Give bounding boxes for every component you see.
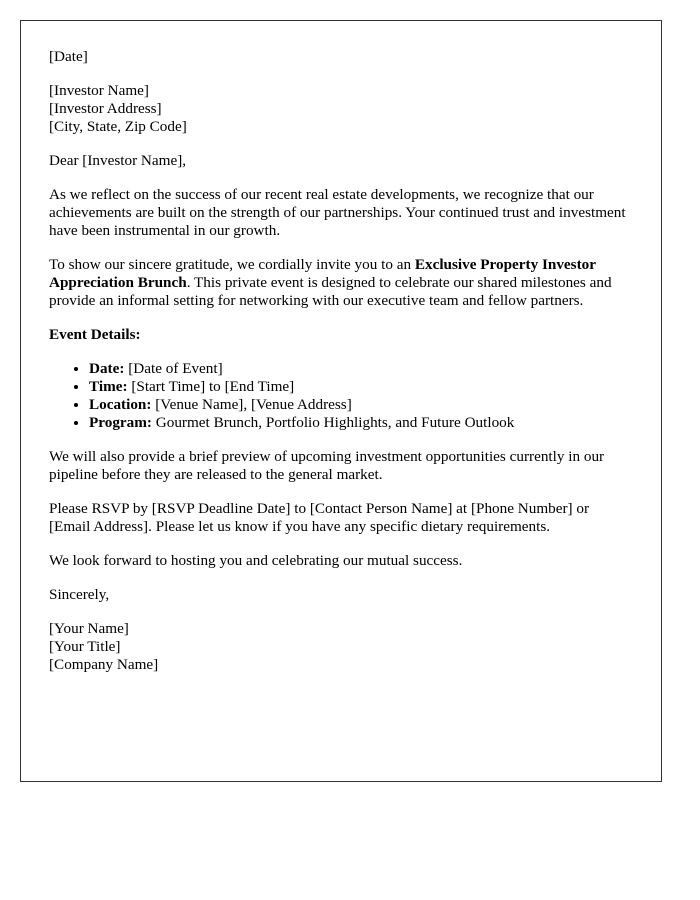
- event-detail-date: [89, 360, 633, 378]
- invitation-intro: To show our sincere gratitude, we cordially invite you to an: [49, 256, 415, 273]
- detail-label: Time:: [89, 378, 128, 395]
- detail-label: Date:: [89, 360, 125, 377]
- paragraph-invitation: [49, 256, 633, 310]
- paragraph-preview: We will also provide a brief preview of upcoming investment opportunities currently in our pipeline before they are released to the general market.: [49, 448, 605, 483]
- detail-label: Location:: [89, 396, 152, 413]
- letter-date: [Date]: [49, 48, 88, 65]
- greeting: Dear [Investor Name],: [49, 152, 187, 169]
- signature-name: [Your Name]: [49, 620, 129, 637]
- detail-value: [Venue Name], [Venue Address]: [151, 396, 352, 413]
- recipient-address: [Investor Address]: [49, 100, 162, 117]
- event-detail-time: [89, 378, 633, 396]
- recipient-block: [49, 82, 633, 136]
- signature-company: [Company Name]: [49, 656, 159, 673]
- paragraph-closing-remark: We look forward to hosting you and celebrating our mutual success.: [49, 552, 463, 569]
- detail-value: Gourmet Brunch, Portfolio Highlights, and Future Outlook: [151, 414, 515, 431]
- paragraph-reflection: As we reflect on the success of our recent real estate developments, we recognize that our achievements are built on the strength of our partnerships. Your continued trust and investment have been instrumental in our growth.: [49, 186, 626, 239]
- closing: Sincerely,: [49, 586, 110, 603]
- detail-value: [Start Time] to [End Time]: [127, 378, 295, 395]
- recipient-name: [Investor Name]: [49, 82, 149, 99]
- signature-block: [49, 620, 633, 674]
- detail-label: Program:: [89, 414, 152, 431]
- signature-title: [Your Title]: [49, 638, 121, 655]
- event-detail-location: [89, 396, 633, 414]
- event-detail-program: [89, 414, 633, 432]
- event-name: Exclusive Property Investor Appreciation Brunch: [49, 256, 596, 291]
- event-details-list: [49, 360, 633, 432]
- letter-page: [20, 20, 662, 782]
- event-details-heading: Event Details:: [49, 326, 141, 343]
- paragraph-rsvp: Please RSVP by [RSVP Deadline Date] to [Contact Person Name] at [Phone Number] or [Email Address]. Please let us know if you have any specific dietary requirements.: [49, 500, 590, 535]
- invitation-rest: . This private event is designed to celebrate our shared milestones and provide an informal setting for networking with our executive team and fellow partners.: [49, 274, 612, 309]
- detail-value: [Date of Event]: [124, 360, 223, 377]
- recipient-city-state-zip: [City, State, Zip Code]: [49, 118, 187, 135]
